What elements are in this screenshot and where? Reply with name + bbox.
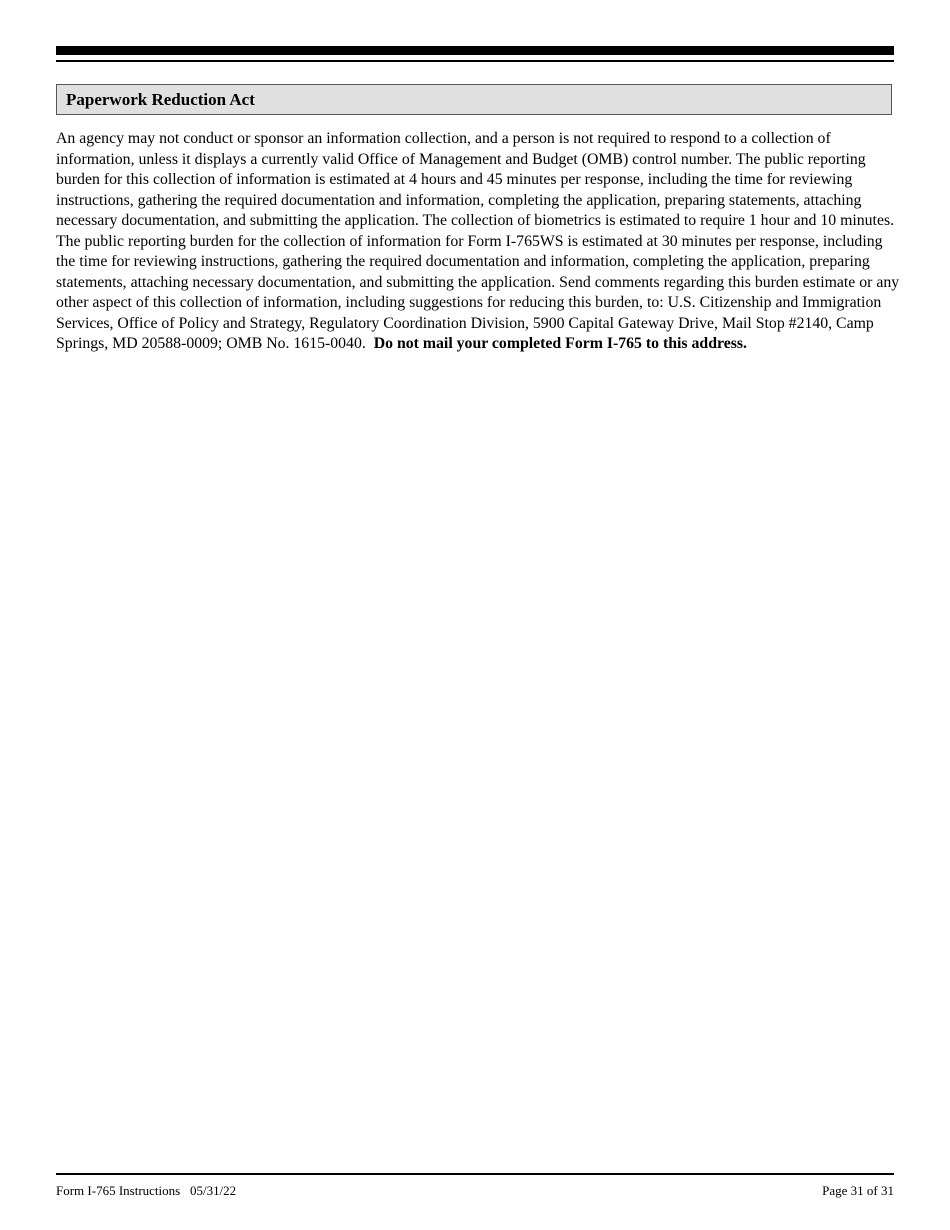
footer-form-label: Form I-765 Instructions 05/31/22	[56, 1183, 237, 1198]
paperwork-paragraph	[56, 129, 901, 355]
header-thick-rule	[56, 46, 894, 55]
paragraph-text: An agency may not conduct or sponsor an information collection, and a person is not required to respond to a collection of information, unless it displays a currently valid Office of Management and Budget (OMB) control number. The public reporting burden for this collection of information is estimated at 4 hours and 45 minutes per response, including the time for reviewing instructions, gathering the required documentation and information, completing the application, preparing statements, attaching necessary documentation, and submitting the application. The collection of biometrics is estimated to require 1 hour and 10 minutes. The public reporting burden for the collection of information for Form I-765WS is estimated at 30 minutes per response, including the time for reviewing instructions, gathering the required documentation and information, completing the application, preparing statements, attaching necessary documentation, and submitting the application. Send comments regarding this burden estimate or any other aspect of this collection of information, including suggestions for reducing this burden, to: U.S. Citizenship and Immigration Services, Office of Policy and Strategy, Regulatory Coordination Division, 5900 Capital Gateway Drive, Mail Stop #2140, Camp Springs, MD 20588-0009; OMB No. 1615-0040.	[56, 130, 900, 352]
footer-page-number: Page 31 of 31	[822, 1183, 894, 1198]
section-title: Paperwork Reduction Act	[66, 90, 255, 109]
header-thin-rule	[56, 60, 894, 62]
mailing-warning: Do not mail your completed Form I-765 to this address.	[373, 335, 747, 352]
section-header	[56, 84, 892, 115]
footer-rule	[56, 1173, 894, 1175]
